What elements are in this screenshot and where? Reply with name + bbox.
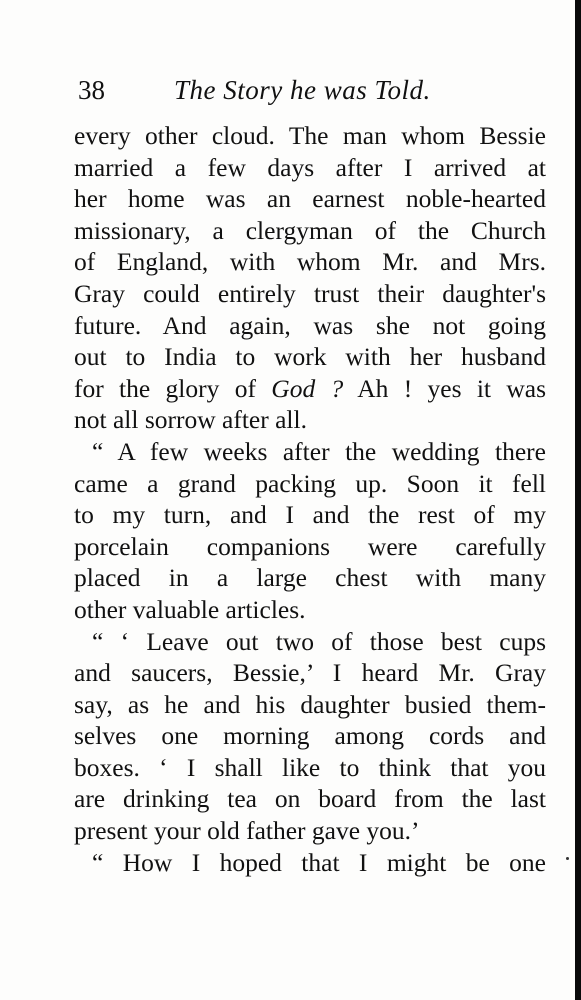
text-line: and saucers, Bessie,’ I heard Mr. Gray (74, 658, 546, 688)
text-line: boxes. ‘ I shall like to think that you (74, 752, 546, 782)
text-line: say, as he and his daughter busied them- (74, 689, 546, 719)
text-line: selves one morning among cords and (74, 721, 546, 751)
text-line: present your old father gave you.’ (74, 816, 420, 846)
text-line: missionary, a clergyman of the Church (74, 215, 546, 245)
text-line: married a few days after I arrived at (74, 152, 546, 182)
text-line: “ A few weeks after the wedding there (92, 436, 546, 466)
text-line: are drinking tea on board from the last (74, 784, 546, 814)
scan-speck (566, 857, 569, 860)
page-edge-shadow (575, 0, 581, 1000)
text-line: “ How I hoped that I might be one (92, 847, 546, 877)
text-line: to my turn, and I and the rest of my (74, 500, 546, 530)
text-line: future. And again, was she not going (74, 310, 546, 340)
text-line: for the glory of God ? Ah ! yes it was (74, 373, 546, 403)
page-header (78, 70, 548, 110)
text-line: placed in a large chest with many (74, 563, 546, 593)
text-line: other valuable articles. (74, 594, 306, 624)
text-line: out to India to work with her husband (74, 342, 546, 372)
text-line: porcelain companions were carefully (74, 531, 546, 561)
body-text (74, 120, 546, 878)
text-line: her home was an earnest noble-hearted (74, 184, 546, 214)
running-title: The Story he was Told. (174, 75, 431, 105)
text-line: every other cloud. The man whom Bessie (74, 121, 546, 150)
page-number: 38 (78, 75, 105, 105)
text-line: Gray could entirely trust their daughter's (74, 278, 546, 308)
text-line: came a grand packing up. Soon it fell (74, 468, 546, 498)
text-line: “ ‘ Leave out two of those best cups (92, 626, 546, 656)
text-line: of England, with whom Mr. and Mrs. (74, 247, 546, 277)
text-line: not all sorrow after all. (74, 405, 307, 435)
